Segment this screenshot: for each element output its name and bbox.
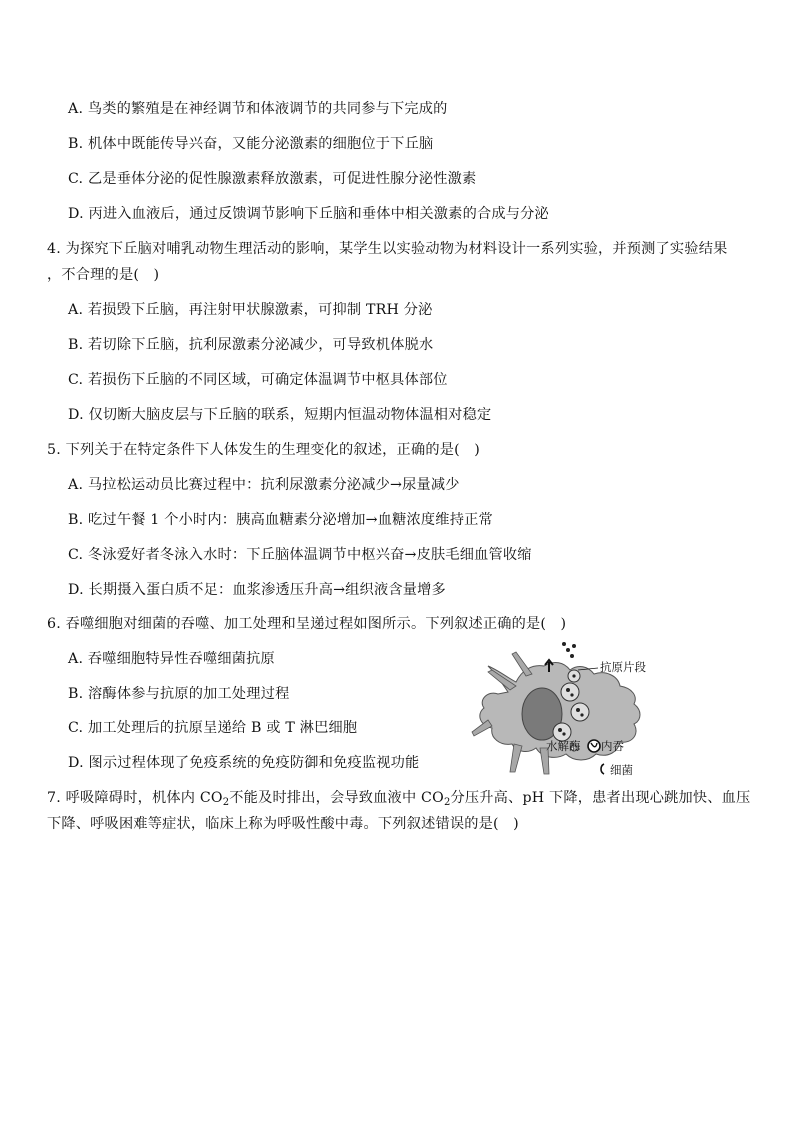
bacteria-shape [601,764,604,774]
label-antigen-fragment: 抗原片段 [600,660,646,674]
phagocyte-diagram [470,640,670,778]
q5-option-d: D. 长期摄入蛋白质不足：血浆渗透压升高→组织液含量增多 [68,582,446,598]
pseudopod-lower-left [510,744,522,772]
q6-option-c: C. 加工处理后的抗原呈递给 B 或 T 淋巴细胞 [68,720,358,736]
q6-option-b: B. 溶酶体参与抗原的加工处理过程 [68,686,290,702]
q5-option-b: B. 吃过午餐 1 个小时内：胰高血糖素分泌增加→血糖浓度维持正常 [68,512,493,528]
q3-option-d: D. 丙进入血液后，通过反馈调节影响下丘脑和垂体中相关激素的合成与分泌 [68,206,549,222]
q4-option-d: D. 仅切断大脑皮层与下丘脑的联系，短期内恒温动物体温相对稳定 [68,407,492,423]
q7-stem-line1: 7. 呼吸障碍时，机体内 $CO_2$不能及时排出，会导致血液中 $CO_2$分压升高、pH 下降，患者出现心跳加快、血压 [47,790,751,808]
label-hydrolase: 水解酶 [546,739,581,753]
q4-stem-line2: ，不合理的是( ) [47,267,160,283]
q6-stem: 6. 吞噬细胞对细菌的吞噬、加工处理和呈递过程如图所示。下列叙述正确的是( ) [47,616,567,632]
q4-stem-line1: 4. 为探究下丘脑对哺乳动物生理活动的影响，某学生以实验动物为材料设计一系列实验，并预测了实验结果 [47,241,728,257]
label-engulf: 内吞 [601,739,624,753]
q3-option-c: C. 乙是垂体分泌的促性腺激素释放激素，可促进性腺分泌性激素 [68,171,477,187]
q4-option-c: C. 若损伤下丘脑的不同区域，可确定体温调节中枢具体部位 [68,372,448,388]
q7-stem-line2: 下降、呼吸困难等症状，临床上称为呼吸性酸中毒。下列叙述错误的是( ) [47,816,519,832]
pseudopod-upper [512,652,532,676]
q6-option-a: A. 吞噬细胞特异性吞噬细菌抗原 [68,651,275,667]
phagocyte-figure [470,640,670,778]
q4-option-b: B. 若切除下丘脑，抗利尿激素分泌减少，可导致机体脱水 [68,337,434,353]
label-bacteria: 细菌 [610,763,633,777]
q4-option-a: A. 若损毁下丘脑，再注射甲状腺激素，可抑制 TRH 分泌 [68,302,433,318]
q5-option-a: A. 马拉松运动员比赛过程中：抗利尿激素分泌减少→尿量减少 [68,477,460,493]
q5-option-c: C. 冬泳爱好者冬泳入水时：下丘脑体温调节中枢兴奋→皮肤毛细血管收缩 [68,547,532,563]
vesicle-1 [561,683,579,701]
q3-option-a: A. 鸟类的繁殖是在神经调节和体液调节的共同参与下完成的 [68,101,448,117]
q3-option-b: B. 机体中既能传导兴奋，又能分泌激素的细胞位于下丘脑 [68,136,434,152]
q6-option-d: D. 图示过程体现了免疫系统的免疫防御和免疫监视功能 [68,755,420,771]
q5-stem: 5. 下列关于在特定条件下人体发生的生理变化的叙述，正确的是( ) [47,442,480,458]
vesicle-2 [571,703,589,721]
